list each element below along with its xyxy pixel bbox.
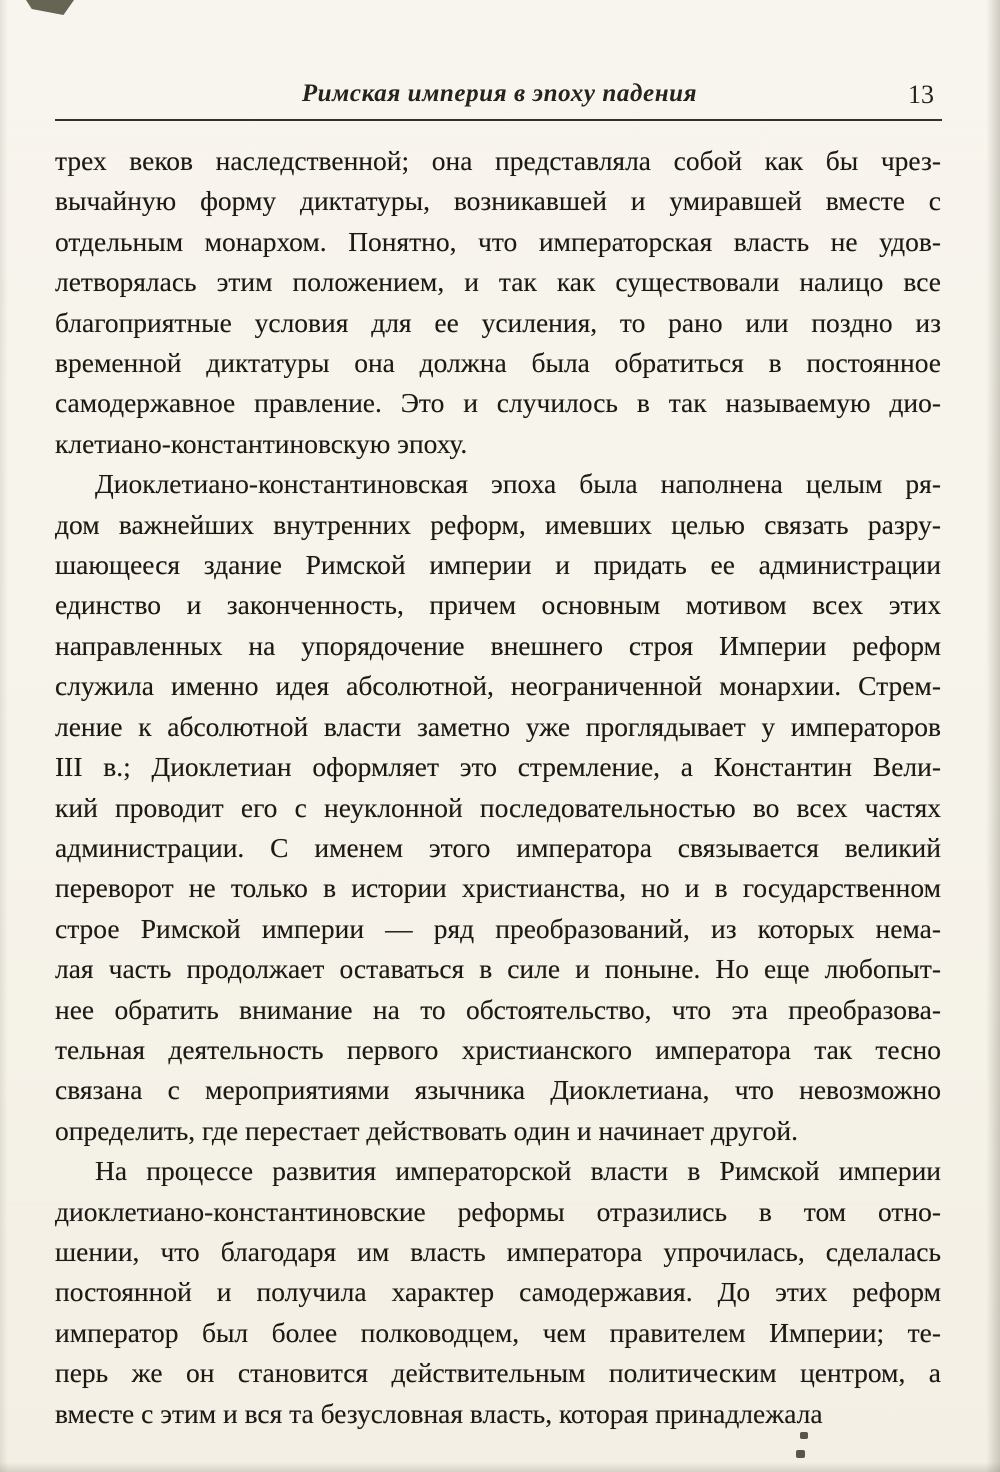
text-line: Диоклетиано-константиновская эпоха была наполнена целым ря-: [95, 468, 941, 500]
text-line: переворот не только в истории христианства, но и в государственном: [55, 872, 941, 904]
text-line: перь же он становится действительным политическим центром, а: [55, 1357, 941, 1389]
scan-edge-shadow-right: [986, 0, 1000, 1472]
text-line: постоянной и получила характер самодержавия. До этих реформ: [55, 1276, 941, 1308]
text-line: определить, где перестает действовать один и начинает другой.: [55, 1114, 798, 1146]
text-line: На процессе развития императорской власти в Римской империи: [95, 1155, 941, 1187]
text-line: император был более полководцем, чем правителем Империи; те-: [55, 1316, 941, 1348]
scan-corner-artifact: [26, 0, 74, 15]
text-line: шающееся здание Римской империи и придать ее администрации: [55, 549, 941, 581]
text-line: летворялась этим положением, и так как существовали налицо все: [55, 266, 941, 298]
text-line: отдельным монархом. Понятно, что императорская власть не удов-: [55, 225, 941, 257]
text-line: лая часть продолжает оставаться в силе и поныне. Но еще любопыт-: [55, 953, 941, 985]
header-rule: [55, 119, 942, 121]
text-line: строе Римской империи — ряд преобразований, из которых нема-: [55, 912, 941, 944]
text-line: диоклетиано-константиновские реформы отразились в том отно-: [55, 1195, 941, 1227]
ink-speck: [800, 1432, 808, 1439]
text-line: ление к абсолютной власти заметно уже проглядывает у императоров: [55, 710, 941, 742]
paragraph: [55, 141, 941, 464]
text-line: шении, что благодаря им власть императора упрочилась, сделалась: [55, 1235, 941, 1267]
text-block: [55, 141, 941, 1434]
text-line: направленных на упорядочение внешнего строя Империи реформ: [55, 629, 941, 661]
text-line: благоприятные условия для ее усиления, то рано или поздно из: [55, 306, 941, 338]
text-line: трех веков наследственной; она представляла собой как бы чрез-: [55, 145, 941, 176]
text-line: клетиано-константиновскую эпоху.: [55, 427, 468, 459]
text-line: вместе с этим и вся та безусловная власть, которая принадлежала: [55, 1397, 823, 1429]
paragraph: [55, 1151, 941, 1434]
text-line: нее обратить внимание на то обстоятельство, что эта преобразова-: [55, 993, 941, 1025]
text-line: связана с мероприятиями язычника Диоклетиана, что невозможно: [55, 1074, 941, 1106]
scan-edge-shadow-left: [0, 0, 8, 1472]
text-line: самодержавное правление. Это и случилось в так называемую дио-: [55, 387, 941, 419]
text-line: III в.; Диоклетиан оформляет это стремление, а Константин Вели-: [55, 751, 941, 783]
paragraph: [55, 464, 941, 1151]
text-line: единство и законченность, причем основным мотивом всех этих: [55, 589, 941, 621]
running-title: Римская империя в эпоху падения: [301, 80, 698, 107]
text-line: временной диктатуры она должна была обратиться в постоянное: [55, 347, 941, 379]
scan-edge-shadow-bottom: [0, 1462, 1000, 1472]
page-number: 13: [908, 80, 934, 109]
ink-speck: [796, 1450, 805, 1458]
page-header: [57, 80, 942, 112]
text-line: вычайную форму диктатуры, возникавшей и умиравшей вместе с: [55, 185, 941, 217]
text-line: служила именно идея абсолютной, неограниченной монархии. Стрем-: [55, 670, 941, 702]
text-line: тельная деятельность первого христианского императора так тесно: [55, 1033, 941, 1065]
text-line: дом важнейших внутренних реформ, имевших целью связать разру-: [55, 508, 941, 540]
text-line: администрации. С именем этого императора связывается великий: [55, 831, 941, 863]
text-line: кий проводит его с неуклонной последовательностью во всех частях: [55, 791, 941, 823]
